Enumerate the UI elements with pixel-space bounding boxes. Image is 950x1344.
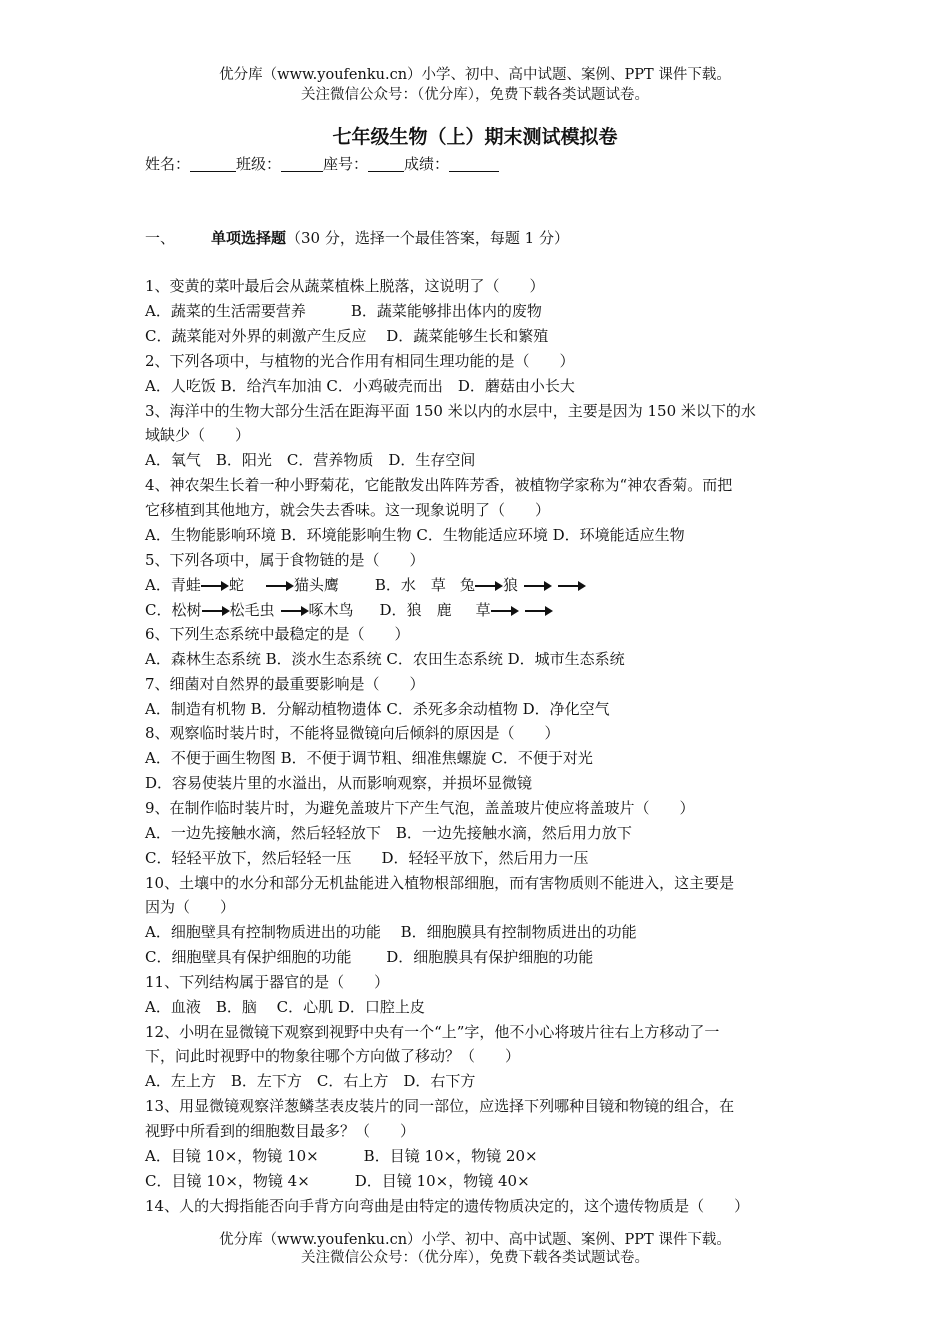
q5-c-item: 松毛虫 (229, 601, 275, 619)
text-line: A．目镜 10×，物镜 10× B．目镜 10×，物镜 20× (145, 1146, 538, 1165)
seat-label: 座号： (323, 155, 369, 173)
arrow-icon (475, 581, 503, 591)
text-line: C．轻轻平放下，然后轻轻一压 D．轻轻平放下，然后用力一压 (145, 848, 589, 867)
seat-blank (368, 157, 404, 172)
q5-a-item: 蛇 (228, 576, 244, 594)
arrow-icon (491, 606, 519, 616)
text-line: 3、海洋中的生物大部分生活在距海平面 150 米以内的水层中，主要是因为 150 米以下的水 (145, 401, 756, 420)
text-line: 7、细菌对自然界的最重要影响是（ ） (145, 674, 425, 693)
text-line: C．蔬菜能对外界的刺激产生反应 D．蔬菜能够生长和繁殖 (145, 326, 549, 345)
q5-d-item: 草 (475, 601, 491, 619)
q5-c-item: 啄木鸟 (308, 601, 354, 619)
text-line: 4、神农架生长着一种小野菊花，它能散发出阵阵芳香，被植物学家称为“神农香菊。而把 (145, 476, 733, 495)
q5-b-item: 狼 (502, 576, 518, 594)
score-blank (449, 157, 499, 172)
q5-option-d-label: D． (379, 601, 407, 619)
text-line: 域缺少（ ） (145, 426, 251, 445)
text-line: 11、下列结构属于器官的是（ ） (145, 972, 390, 991)
text-line: 它移植到其他地方，就会失去香味。这一现象说明了（ ） (145, 501, 551, 520)
text-line: C．细胞壁具有保护细胞的功能 D．细胞膜具有保护细胞的功能 (145, 948, 594, 967)
header-line-1: 优分库（www.youfenku.cn）小学、初中、高中试题、案例、PPT 课件下载。 (219, 67, 731, 83)
text-line: 13、用显微镜观察洋葱鳞茎表皮装片的同一部位，应选择下列哪种目镜和物镜的组合，在 (145, 1097, 735, 1116)
q5-b-item: 兔 (459, 576, 475, 594)
name-label: 姓名： (145, 155, 191, 173)
text-line: 10、土壤中的水分和部分无机盐能进入植物根部细胞，而有害物质则不能进入，这主要是 (145, 873, 735, 892)
section-description: （30 分，选择一个最佳答案，每题 1 分） (286, 229, 569, 247)
arrow-icon (524, 581, 552, 591)
text-line: 1、变黄的菜叶最后会从蔬菜植株上脱落，这说明了（ ） (145, 277, 545, 295)
text-line: 6、下列生态系统中最稳定的是（ ） (145, 625, 410, 643)
class-label: 班级： (236, 155, 282, 173)
q5-option-a-label: A． (145, 576, 171, 594)
text-line: A．一边先接触水滴，然后轻轻放下 B．一边先接触水滴，然后用力放下 (145, 823, 632, 842)
text-line: C．目镜 10×，物镜 4× D．目镜 10×，物镜 40× (145, 1171, 530, 1190)
q5-c-item: 松树 (171, 601, 202, 619)
text-line: A．生物能影响环境 B．环境能影响生物 C．生物能适应环境 D．环境能适应生物 (145, 526, 685, 544)
q5-b-item: 水 草 (400, 576, 446, 594)
text-line: A．人吃饭 B．给汽车加油 C．小鸡破壳而出 D．蘑菇由小长大 (145, 376, 575, 395)
text-line: D．容易使装片里的水溢出，从而影响观察，并损坏显微镜 (145, 774, 533, 793)
arrow-icon (281, 606, 309, 616)
text-line: A．左上方 B．左下方 C．右上方 D．右下方 (145, 1072, 476, 1091)
text-line: A．不便于画生物图 B．不便于调节粗、细准焦螺旋 C．不便于对光 (145, 749, 593, 768)
text-line: 5、下列各项中，属于食物链的是（ ） (145, 550, 425, 569)
text-line: A．细胞壁具有控制物质进出的功能 B．细胞膜具有控制物质进出的功能 (145, 923, 637, 942)
text-line: 因为（ ） (145, 898, 236, 917)
arrow-icon (266, 581, 294, 591)
q5-options-cd (145, 600, 815, 620)
q5-options-ab (145, 575, 815, 595)
text-line: A．制造有机物 B．分解动植物遗体 C．杀死多余动植物 D．净化空气 (145, 699, 610, 718)
header-line-2: 关注微信公众号：（优分库），免费下载各类试题试卷。 (301, 87, 649, 103)
text-line: 下，问此时视野中的物象往哪个方向做了移动？（ ） (145, 1047, 521, 1066)
text-line: 12、小明在显微镜下观察到视野中央有一个“上”字，他不小心将玻片往右上方移动了一 (145, 1022, 720, 1041)
score-label: 成绩： (404, 155, 450, 173)
arrow-icon (558, 581, 586, 591)
text-line: A．氧气 B．阳光 C．营养物质 D．生存空间 (145, 451, 476, 470)
text-line: 视野中所看到的细胞数目最多？（ ） (145, 1122, 416, 1140)
text-line: A．森林生态系统 B．淡水生态系统 C．农田生态系统 D．城市生态系统 (145, 649, 625, 668)
name-blank (190, 157, 236, 172)
text-line: A．血液 B．脑 C．心肌 D．口腔上皮 (145, 997, 425, 1016)
class-blank (281, 157, 323, 172)
q5-d-item: 狼 鹿 (406, 601, 452, 619)
section-heading (145, 228, 815, 248)
text-line: 9、在制作临时装片时，为避免盖玻片下产生气泡，盖盖玻片使应将盖玻片（ ） (145, 798, 695, 817)
q5-option-c-label: C． (145, 601, 172, 619)
text-line: A．蔬菜的生活需要营养 B．蔬菜能够排出体内的废物 (145, 301, 542, 320)
arrow-icon (201, 581, 229, 591)
student-info-row (145, 154, 815, 174)
footer-line-1: 优分库（www.youfenku.cn）小学、初中、高中试题、案例、PPT 课件下载。 (219, 1232, 731, 1248)
text-line: 8、观察临时装片时，不能将显微镜向后倾斜的原因是（ ） (145, 724, 560, 743)
q5-a-item: 青蛙 (170, 576, 201, 594)
arrow-icon (202, 606, 230, 616)
text-line: 2、下列各项中，与植物的光合作用有相同生理功能的是（ ） (145, 351, 575, 370)
section-title: 单项选择题 (211, 229, 287, 247)
arrow-icon (525, 606, 553, 616)
page-title: 七年级生物（上）期末测试模拟卷 (332, 126, 618, 148)
section-number: 一、 (145, 229, 176, 247)
q5-option-b-label: B． (374, 576, 401, 594)
footer-line-2: 关注微信公众号：（优分库），免费下载各类试题试卷。 (301, 1250, 649, 1266)
q5-a-item: 猫头鹰 (293, 576, 339, 594)
text-line: 14、人的大拇指能否向手背方向弯曲是由特定的遗传物质决定的，这个遗传物质是（ ） (145, 1196, 750, 1215)
